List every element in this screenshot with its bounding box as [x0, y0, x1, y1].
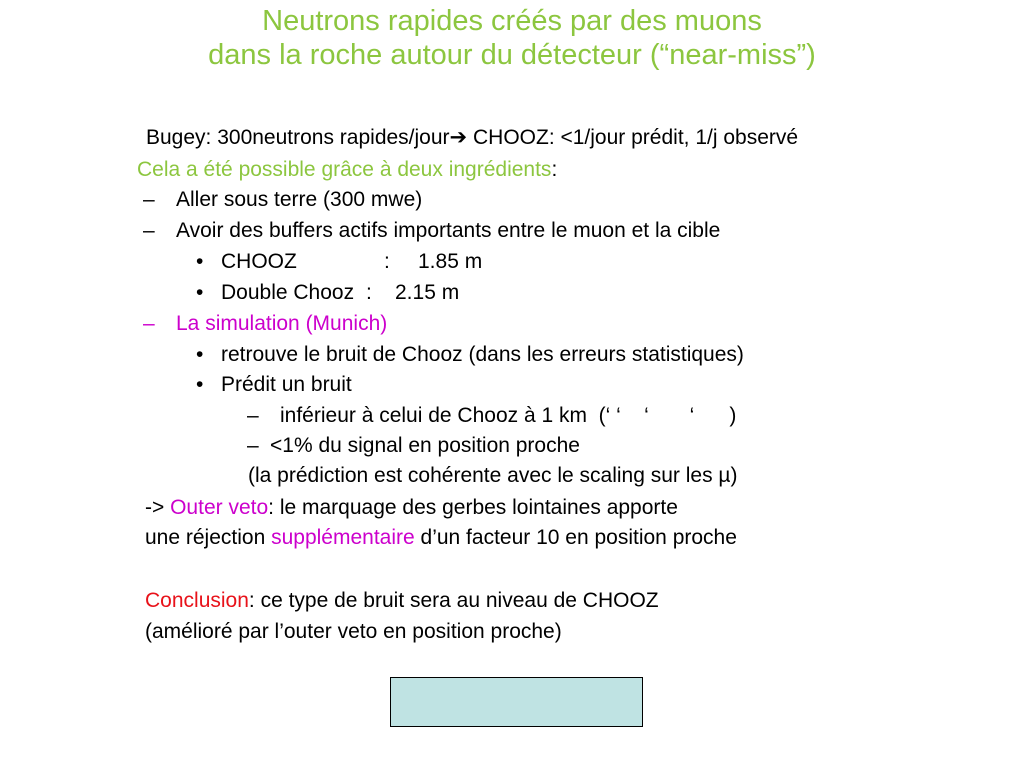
- detector-sep: :: [384, 250, 390, 273]
- conclusion-highlight: Conclusion: [145, 589, 249, 612]
- bugey-line: [146, 125, 798, 151]
- bullet-dot: •: [196, 373, 204, 396]
- dash-item-text: <1% du signal en position proche: [270, 434, 580, 457]
- dash-item-simulation: [143, 311, 387, 337]
- ingredients-highlight: Cela a été possible grâce à deux ingrédients: [137, 158, 552, 181]
- ingredients-line: [137, 157, 557, 183]
- outer-veto-line: [145, 495, 678, 521]
- bullet-item-chooz: [196, 249, 482, 275]
- dash-bullet: –: [143, 312, 155, 335]
- dash-item-buffers: [143, 218, 720, 244]
- dash-item-text: Aller sous terre (300 mwe): [176, 188, 423, 211]
- dash-item-text: La simulation (Munich): [176, 312, 388, 335]
- title-line-2: dans la roche autour du détecteur (“near-miss”): [208, 39, 816, 71]
- detector-name: Double Chooz: [221, 281, 355, 304]
- dash-bullet: –: [247, 434, 259, 457]
- bugey-text: Bugey: 300neutrons rapides/jour: [146, 126, 450, 149]
- detector-buffer-value: 2.15 m: [395, 281, 460, 304]
- detector-buffer-value: 1.85 m: [418, 250, 483, 273]
- outer-veto-highlight: Outer veto: [170, 496, 269, 519]
- rejection-suffix: d’un facteur 10 en position proche: [414, 526, 737, 549]
- dash-bullet: –: [143, 219, 155, 242]
- prediction-note: (la prédiction est cohérente avec le scaling sur les µ): [248, 464, 738, 487]
- dash-item-inferieur: [247, 403, 736, 429]
- right-arrow-icon: ➔: [449, 126, 468, 149]
- rejection-text: une réjection: [145, 526, 272, 549]
- bullet-item-double-chooz: [196, 280, 459, 306]
- dash-item-signal: [247, 433, 580, 459]
- conclusion-text: : ce type de bruit sera au niveau de CHOOZ: [248, 589, 659, 612]
- slide-title: [0, 4, 1024, 72]
- dash-item-underground: [143, 187, 422, 213]
- rejection-line: [145, 525, 737, 551]
- dash-bullet: –: [143, 188, 155, 211]
- conclusion-line: [145, 588, 659, 614]
- bullet-dot: •: [196, 250, 204, 273]
- dash-bullet: –: [247, 404, 259, 427]
- dash-item-text: Avoir des buffers actifs importants entre le muon et la cible: [176, 219, 721, 242]
- bullet-item-text: Prédit un bruit: [221, 373, 352, 396]
- arrow-prefix: ->: [145, 496, 171, 519]
- bullet-dot: •: [196, 343, 204, 366]
- supplementaire-highlight: supplémentaire: [271, 526, 415, 549]
- bullet-item-predit: [196, 372, 352, 398]
- blank-box: [390, 677, 643, 727]
- ingredients-colon: :: [551, 158, 558, 181]
- ameliore-line: (amélioré par l’outer veto en position proche): [145, 620, 562, 643]
- detector-name: CHOOZ: [221, 250, 297, 273]
- bullet-item-text: retrouve le bruit de Chooz (dans les erreurs statistiques): [221, 343, 744, 366]
- detector-sep: :: [366, 281, 372, 304]
- outer-veto-text: : le marquage des gerbes lointaines apporte: [268, 496, 678, 519]
- chooz-rate-text: CHOOZ: <1/jour prédit, 1/j observé: [467, 126, 799, 149]
- dash-item-text: inférieur à celui de Chooz à 1 km (‘ ‘ ‘ ‘ ): [280, 404, 737, 427]
- bullet-dot: •: [196, 281, 204, 304]
- title-line-1: Neutrons rapides créés par des muons: [262, 5, 762, 37]
- bullet-item-retrouve: [196, 342, 744, 368]
